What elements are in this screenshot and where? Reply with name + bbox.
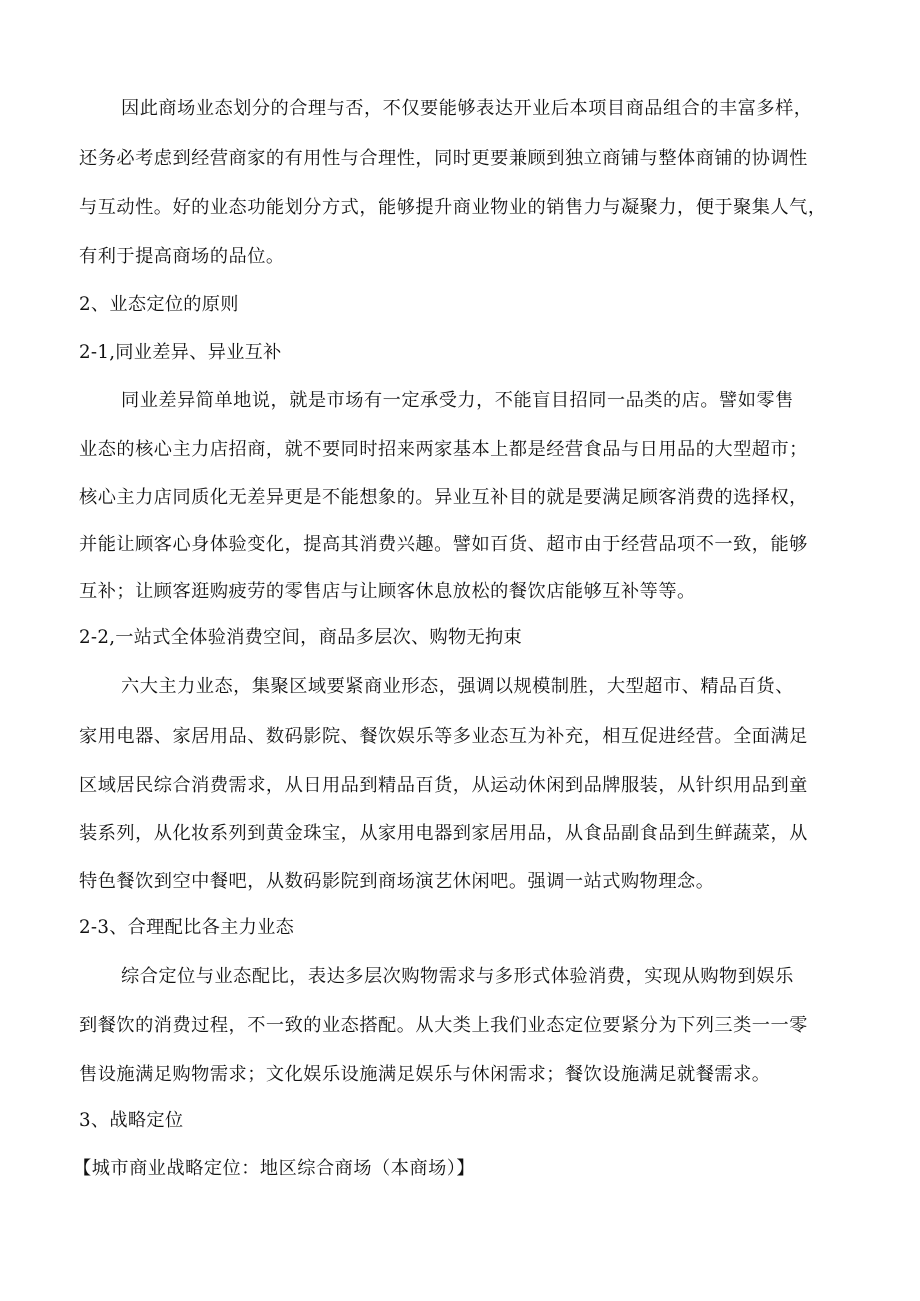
section-heading: 3、战略定位 <box>79 1110 184 1131</box>
paragraph-line: 综合定位与业态配比，表达多层次购物需求与多形式体验消费，实现从购物到娱乐 <box>121 966 794 987</box>
paragraph-line: 互补；让顾客逛购疲劳的零售店与让顾客休息放松的餐饮店能够互补等等。 <box>79 581 696 602</box>
paragraph-line: 家用电器、家居用品、数码影院、餐饮娱乐等多业态互为补充，相互促进经营。全面满足 <box>79 726 808 747</box>
paragraph-line: 特色餐饮到空中餐吧，从数码影院到商场演艺休闲吧。强调一站式购物理念。 <box>79 871 715 892</box>
paragraph-line: 装系列，从化妆系列到黄金珠宝，从家用电器到家居用品，从食品副食品到生鲜蔬菜，从 <box>79 823 808 844</box>
paragraph-line: 六大主力业态，集聚区域要紧商业形态，强调以规模制胜，大型超市、精品百货、 <box>121 676 794 697</box>
paragraph-line: 核心主力店同质化无差异更是不能想象的。异业互补目的就是要满足顾客消费的选择权， <box>79 487 808 508</box>
subsection-heading: 2-2,一站式全体验消费空间，商品多层次、购物无拘束 <box>79 627 522 648</box>
paragraph-line: 业态的核心主力店招商，就不要同时招来两家基本上都是经营食品与日用品的大型超市； <box>79 439 808 460</box>
strategy-positioning-line: 【城市商业战略定位：地区综合商场（本商场）】 <box>73 1158 476 1179</box>
subsection-heading: 2-1,同业差异、异业互补 <box>79 342 282 363</box>
paragraph-line: 区域居民综合消费需求，从日用品到精品百货，从运动休闲到品牌服装，从针织用品到童 <box>79 775 808 796</box>
paragraph-line: 与互动性。好的业态功能划分方式，能够提升商业物业的销售力与凝聚力，便于聚集人气， <box>79 197 827 218</box>
paragraph-line: 有利于提高商场的品位。 <box>79 246 285 267</box>
subsection-heading: 2-3、合理配比各主力业态 <box>79 917 295 938</box>
paragraph-line: 因此商场业态划分的合理与否，不仅要能够表达开业后本项目商品组合的丰富多样， <box>121 98 813 119</box>
section-heading: 2、业态定位的原则 <box>79 294 239 315</box>
paragraph-line: 并能让顾客心身体验变化，提高其消费兴趣。譬如百货、超市由于经营品项不一致，能够 <box>79 534 808 555</box>
paragraph-line: 到餐饮的消费过程，不一致的业态搭配。从大类上我们业态定位要紧分为下列三类一一零 <box>79 1015 808 1036</box>
paragraph-line: 还务必考虑到经营商家的有用性与合理性，同时更要兼顾到独立商铺与整体商铺的协调性 <box>79 148 808 169</box>
paragraph-line: 同业差异简单地说，就是市场有一定承受力，不能盲目招同一品类的店。譬如零售 <box>121 390 794 411</box>
paragraph-line: 售设施满足购物需求；文化娱乐设施满足娱乐与休闲需求；餐饮设施满足就餐需求。 <box>79 1064 771 1085</box>
